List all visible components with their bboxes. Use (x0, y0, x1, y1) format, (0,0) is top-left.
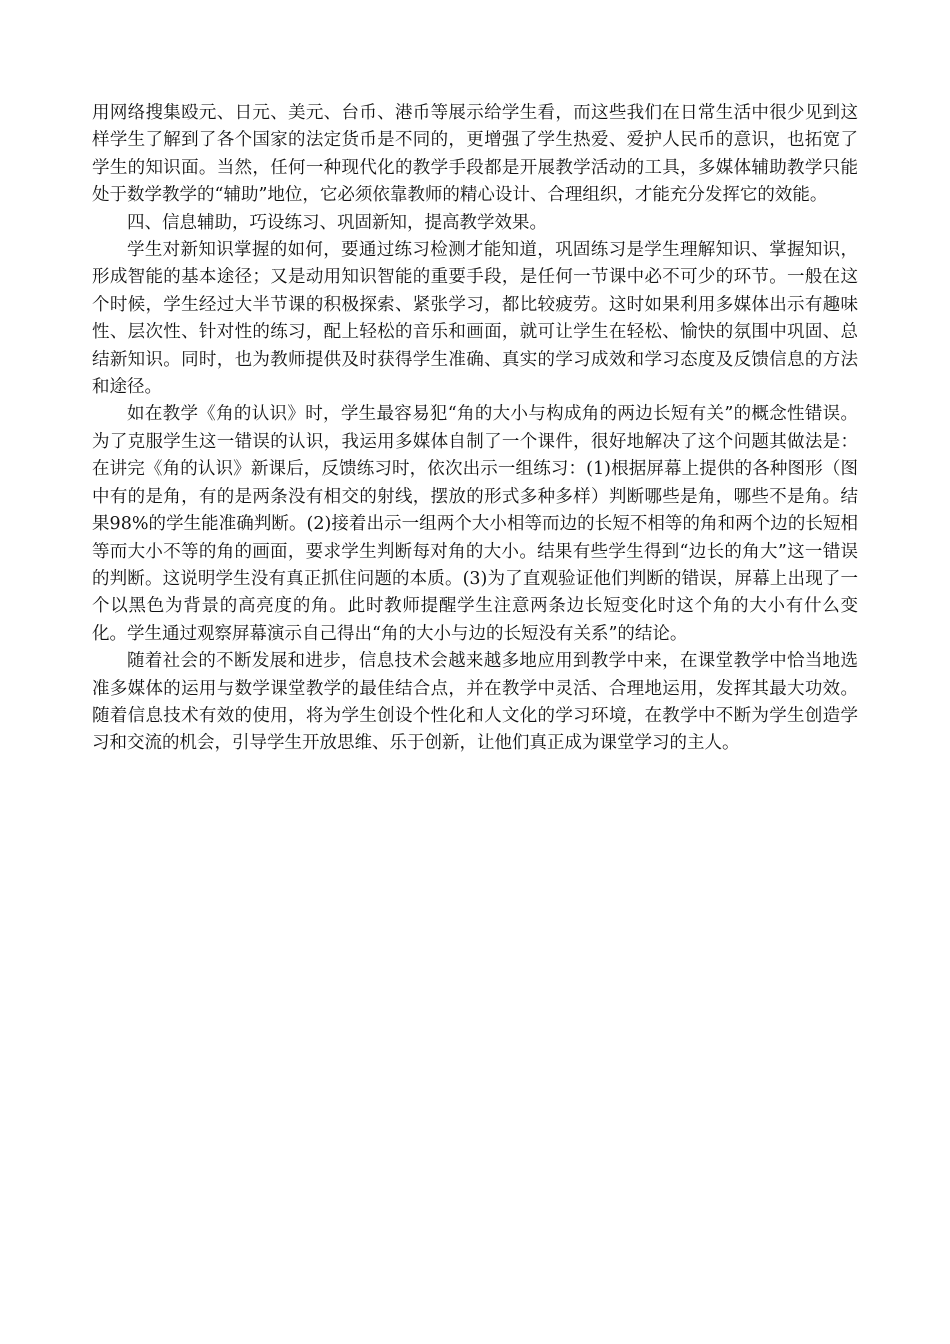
document-body (92, 100, 858, 758)
paragraph-conclusion: 随着社会的不断发展和进步，信息技术会越来越多地应用到教学中来，在课堂教学中恰当地选准多媒体的运用与数学课堂教学的最佳结合点，并在教学中灵活、合理地运用，发挥其最大功效。随着信息技术有效的使用，将为学生创设个性化和人文化的学习环境，在教学中不断为学生创造学习和交流的机会，引导学生开放思维、乐于创新，让他们真正成为课堂学习的主人。 (92, 651, 858, 754)
section-heading: 四、信息辅助，巧设练习、巩固新知，提高教学效果。 (127, 212, 547, 233)
paragraph-practice-importance: 学生对新知识掌握的如何，要通过练习检测才能知道，巩固练习是学生理解知识、掌握知识，形成智能的基本途径；又是动用知识智能的重要手段，是任何一节课中必不可少的环节。一般在这个时候，学生经过大半节课的积极探索、紧张学习，都比较疲劳。这时如果利用多媒体出示有趣味性、层次性、针对性的练习，配上轻松的音乐和画面，就可让学生在轻松、愉快的氛围中巩固、总结新知识。同时，也为教师提供及时获得学生准确、真实的学习成效和学习态度及反馈信息的方法和途径。 (92, 240, 858, 398)
paragraph-angle-example: 如在教学《角的认识》时，学生最容易犯“角的大小与构成角的两边长短有关”的概念性错误。为了克服学生这一错误的认识，我运用多媒体自制了一个课件，很好地解决了这个问题其做法是：在讲完《角的认识》新课后，反馈练习时，依次出示一组练习：(1)根据屏幕上提供的各种图形（图中有的是角，有的是两条没有相交的射线，摆放的形式多种多样）判断哪些是角，哪些不是角。结果98%的学生能准确判断。(2)接着出示一组两个大小相等而边的长短不相等的角和两个边的长短相等而大小不等的角的画面，要求学生判断每对角的大小。结果有些学生得到“边长的角大”这一错误的判断。这说明学生没有真正抓住问题的本质。(3)为了直观验证他们判断的错误，屏幕上出现了一个以黑色为背景的高亮度的角。此时教师提醒学生注意两条边长短变化时这个角的大小有什么变化。学生通过观察屏幕演示自己得出“角的大小与边的长短没有关系”的结论。 (92, 404, 858, 644)
paragraph-continuation: 用网络搜集殴元、日元、美元、台币、港币等展示给学生看，而这些我们在日常生活中很少见到这样学生了解到了各个国家的法定货币是不同的，更增强了学生热爱、爱护人民币的意识，也拓宽了学生的知识面。当然，任何一种现代化的教学手段都是开展教学活动的工具，多媒体辅助教学只能处于数学教学的“辅助”地位，它必须依靠教师的精心设计、合理组织，才能充分发挥它的效能。 (92, 103, 858, 206)
